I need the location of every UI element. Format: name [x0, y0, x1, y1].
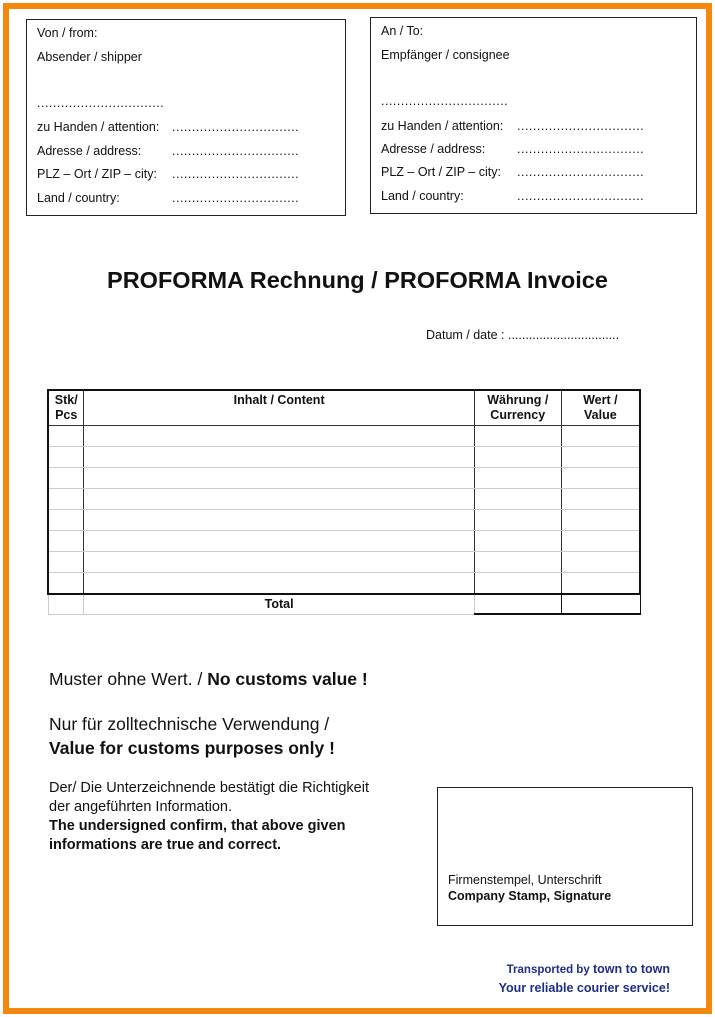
col-currency-header: [474, 390, 561, 426]
currency-cell[interactable]: [474, 531, 561, 552]
qty-cell[interactable]: [48, 573, 84, 595]
no-customs-value-en: No customs value !: [207, 669, 368, 689]
recipient-country-field[interactable]: ................................: [517, 189, 645, 203]
qty-cell[interactable]: [48, 552, 84, 573]
qty-cell[interactable]: [48, 510, 84, 531]
sender-address-field[interactable]: ................................: [172, 144, 300, 158]
content-cell[interactable]: [84, 489, 474, 510]
value-cell[interactable]: [561, 552, 640, 573]
table-row: [48, 489, 640, 510]
total-value-cell[interactable]: [561, 594, 640, 614]
recipient-address-field[interactable]: ................................: [517, 142, 645, 156]
currency-cell[interactable]: [474, 573, 561, 595]
customs-purpose-de: Nur für zolltechnische Verwendung /: [49, 714, 330, 734]
currency-cell[interactable]: [474, 468, 561, 489]
recipient-box: [370, 17, 697, 214]
total-currency-cell[interactable]: [474, 594, 561, 614]
currency-cell[interactable]: [474, 447, 561, 468]
recipient-subheading: Empfänger / consignee: [381, 48, 510, 62]
stamp-signature-box[interactable]: [437, 787, 693, 926]
value-cell[interactable]: [561, 510, 640, 531]
recipient-country-label: Land / country:: [381, 189, 464, 203]
sender-attention-label: zu Handen / attention:: [37, 120, 160, 134]
content-cell[interactable]: [84, 573, 474, 595]
table-row: [48, 531, 640, 552]
sender-address-label: Adresse / address:: [37, 144, 142, 158]
sender-subheading: Absender / shipper: [37, 50, 142, 64]
qty-cell[interactable]: [48, 447, 84, 468]
recipient-attention-field[interactable]: ................................: [517, 119, 645, 133]
value-cell[interactable]: [561, 426, 640, 447]
currency-cell[interactable]: [474, 489, 561, 510]
table-row: [48, 573, 640, 595]
value-cell[interactable]: [561, 489, 640, 510]
currency-cell[interactable]: [474, 510, 561, 531]
table-row: [48, 468, 640, 489]
col-qty-header: [48, 390, 84, 426]
branding-name: town to town: [592, 962, 670, 976]
sender-country-label: Land / country:: [37, 191, 120, 205]
sender-heading: Von / from:: [37, 26, 98, 40]
sender-country-field[interactable]: ................................: [172, 191, 300, 205]
sender-zip-label: PLZ – Ort / ZIP – city:: [37, 167, 157, 181]
recipient-zip-field[interactable]: ................................: [517, 165, 645, 179]
col-qty-header-de: Stk/: [54, 393, 78, 407]
date-field[interactable]: Datum / date : ................................: [426, 328, 620, 342]
branding-slogan: Your reliable courier service!: [498, 981, 670, 995]
content-cell[interactable]: [84, 531, 474, 552]
stamp-label-en: Company Stamp, Signature: [448, 889, 612, 903]
col-currency-header-en: Currency: [490, 408, 546, 422]
table-row: [48, 426, 640, 447]
table-header-row: [48, 390, 640, 426]
recipient-heading: An / To:: [381, 24, 424, 38]
content-cell[interactable]: [84, 510, 474, 531]
table-row: [48, 510, 640, 531]
recipient-zip-label: PLZ – Ort / ZIP – city:: [381, 165, 501, 179]
branding-line1: [507, 962, 670, 976]
confirmation-en-line2: informations are true and correct.: [49, 837, 282, 853]
sender-zip-field[interactable]: ................................: [172, 167, 300, 181]
col-value-header-en: Value: [584, 408, 617, 422]
recipient-attention-label: zu Handen / attention:: [381, 119, 504, 133]
stamp-label-de: Firmenstempel, Unterschrift: [448, 873, 602, 887]
value-cell[interactable]: [561, 531, 640, 552]
confirmation-de-line2: der angeführten Information.: [49, 799, 232, 815]
recipient-address-label: Adresse / address:: [381, 142, 486, 156]
table-row: [48, 552, 640, 573]
no-customs-value-note: [49, 669, 368, 690]
branding-prefix: Transported by: [506, 964, 593, 976]
no-customs-value-de: Muster ohne Wert. /: [49, 669, 208, 689]
qty-cell[interactable]: [48, 531, 84, 552]
recipient-blank-line[interactable]: ................................: [381, 94, 509, 108]
sender-attention-field[interactable]: ................................: [172, 120, 300, 134]
sender-blank-line[interactable]: ................................: [37, 96, 165, 110]
confirmation-de-line1: Der/ Die Unterzeichnende bestätigt die Richtigkeit: [49, 780, 369, 796]
confirmation-en-line1: The undersigned confirm, that above given: [49, 818, 346, 834]
page-frame: [3, 3, 712, 1014]
sender-box: [26, 19, 346, 216]
content-cell[interactable]: [84, 447, 474, 468]
qty-cell[interactable]: [48, 468, 84, 489]
col-value-header-de: Wert /: [583, 393, 618, 407]
content-cell[interactable]: [84, 552, 474, 573]
content-cell[interactable]: [84, 426, 474, 447]
col-value-header: [561, 390, 640, 426]
col-currency-header-de: Währung /: [487, 393, 549, 407]
currency-cell[interactable]: [474, 552, 561, 573]
value-cell[interactable]: [561, 447, 640, 468]
table-row: [48, 447, 640, 468]
content-cell[interactable]: [84, 468, 474, 489]
document-title: PROFORMA Rechnung / PROFORMA Invoice: [107, 267, 608, 293]
value-cell[interactable]: [561, 468, 640, 489]
total-qty-cell: [48, 594, 84, 614]
items-table: [47, 389, 641, 615]
currency-cell[interactable]: [474, 426, 561, 447]
qty-cell[interactable]: [48, 426, 84, 447]
total-label: Total: [84, 594, 474, 614]
qty-cell[interactable]: [48, 489, 84, 510]
col-content-header: Inhalt / Content: [84, 390, 474, 426]
col-qty-header-en: Pcs: [55, 408, 78, 422]
customs-purpose-en: Value for customs purposes only !: [49, 738, 335, 758]
total-row: [48, 594, 640, 614]
value-cell[interactable]: [561, 573, 640, 595]
